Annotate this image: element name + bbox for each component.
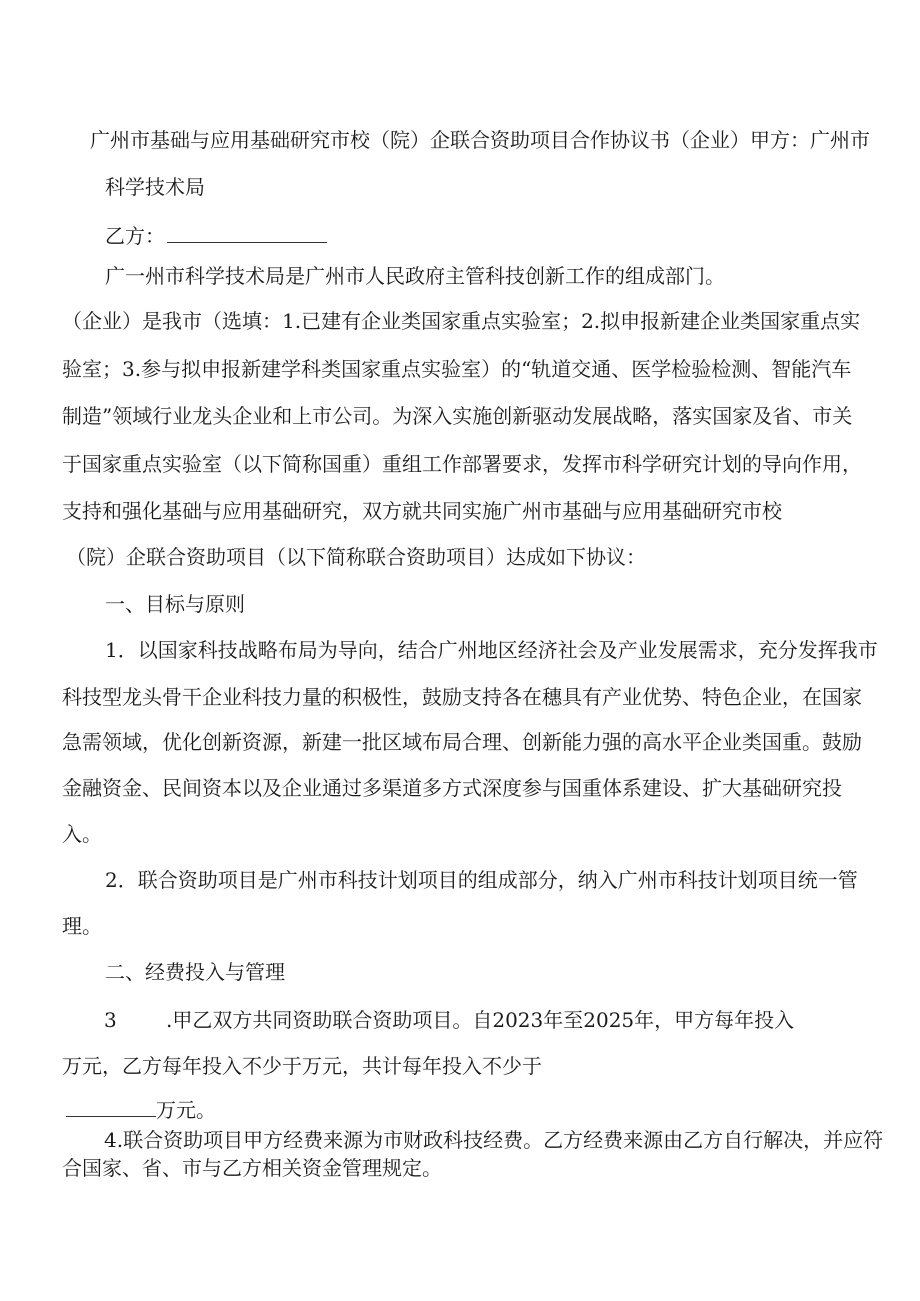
- intro-line: 支持和强化基础与应用基础研究，双方就共同实施广州市基础与应用基础研究市校: [62, 499, 782, 523]
- intro-line: 验室；3.参与拟申报新建学科类国家重点实验室）的“轨道交通、医学检验检测、智能汽车: [62, 357, 852, 381]
- clause-line: 急需领域，优化创新资源，新建一批区域布局合理、创新能力强的高水平企业类国重。鼓励: [62, 730, 862, 754]
- party-b-line: [105, 224, 327, 248]
- clause-line: 科技型龙头骨干企业科技力量的积极性，鼓励支持各在穗具有产业优势、特色企业，在国家: [62, 685, 862, 709]
- clause-line: 理。: [62, 914, 102, 938]
- clause-line: 2．联合资助项目是广州市科技计划项目的组成部分，纳入广州市科技计划项目统一管: [105, 868, 858, 892]
- clause-line: 万元，乙方每年投入不少于万元，共计每年投入不少于: [62, 1054, 542, 1078]
- amount-line: [66, 1098, 216, 1122]
- section-heading: 二、经费投入与管理: [105, 960, 285, 984]
- party-b-blank[interactable]: [167, 224, 327, 243]
- clause-line: 4.联合资助项目甲方经费来源为市财政科技经费。乙方经费来源由乙方自行解决，并应符: [104, 1128, 884, 1152]
- document-title: 广州市基础与应用基础研究市校（院）企联合资助项目合作协议书（企业）甲方：广州市: [90, 128, 870, 152]
- party-b-label: 乙方：: [105, 224, 165, 248]
- clause-line: 入。: [62, 822, 102, 846]
- amount-blank[interactable]: [66, 1098, 156, 1117]
- intro-line: 广一州市科学技术局是广州市人民政府主管科技创新工作的组成部门。: [105, 264, 725, 288]
- intro-line: 制造”领域行业龙头企业和上市公司。为深入实施创新驱动发展战略，落实国家及省、市关: [62, 404, 853, 428]
- amount-unit: 万元。: [156, 1098, 216, 1122]
- clause-line: .甲乙双方共同资助联合资助项目。自2023年至2025年，甲方每年投入: [166, 1008, 795, 1032]
- intro-line: （企业）是我市（选填：1.已建有企业类国家重点实验室；2.拟申报新建企业类国家重点实: [62, 309, 861, 333]
- clause-line: 合国家、省、市与乙方相关资金管理规定。: [62, 1156, 442, 1180]
- party-a-continued: 科学技术局: [105, 175, 205, 199]
- intro-line: 于国家重点实验室（以下简称国重）重组工作部署要求，发挥市科学研究计划的导向作用，: [62, 452, 862, 476]
- intro-line: （院）企联合资助项目（以下简称联合资助项目）达成如下协议：: [66, 545, 646, 569]
- clause-line: 1．以国家科技战略布局为导向，结合广州地区经济社会及产业发展需求，充分发挥我市: [105, 638, 878, 662]
- section-heading: 一、目标与原则: [105, 592, 245, 616]
- clause-number: 3: [104, 1008, 117, 1032]
- clause-line: 金融资金、民间资本以及企业通过多渠道多方式深度参与国重体系建设、扩大基础研究投: [62, 776, 842, 800]
